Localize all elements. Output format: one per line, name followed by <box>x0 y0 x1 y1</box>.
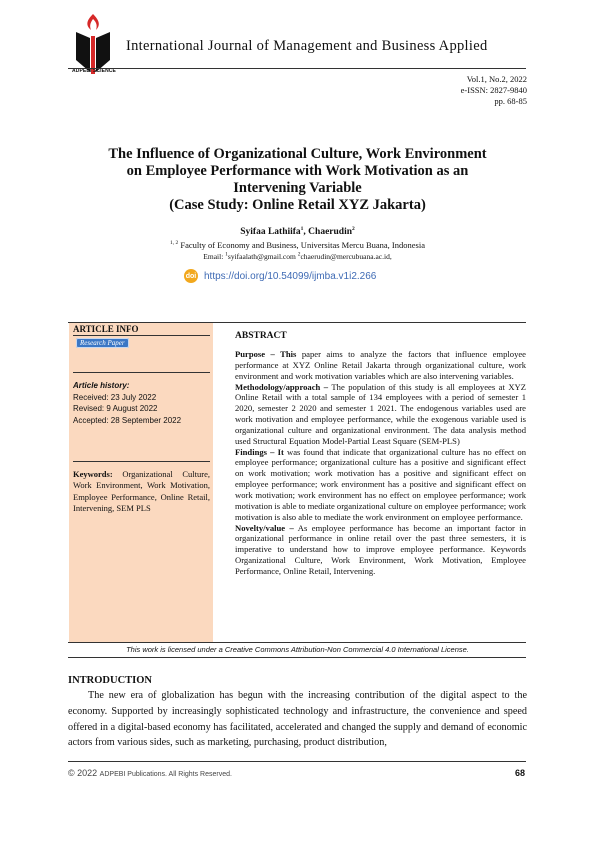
title-line: on Employee Performance with Work Motivation as an <box>126 163 469 179</box>
page-number: 68 <box>514 768 525 778</box>
abstract-purpose: Purpose – This paper aims to analyze the factors that influence employee performance at XYZ Online Retail Jakarta through organizational culture, work environment and work motivation variables which are also intervening variables. <box>235 349 526 381</box>
info-rule <box>73 372 210 373</box>
info-bottom-rule <box>68 642 526 643</box>
header-rule <box>68 68 526 69</box>
info-rule <box>73 461 210 462</box>
footer-rule <box>68 761 526 762</box>
received-date: Received: 23 July 2022 <box>73 392 157 402</box>
paper-title <box>68 146 527 214</box>
license-notice: This work is licensed under a Creative Commons Attribution-Non Commercial 4.0 International License. <box>126 645 469 654</box>
abstract-heading: ABSTRACT <box>235 331 287 341</box>
email-2[interactable]: chaerudin@mercubuana.ac.id, <box>300 252 392 261</box>
doi-row <box>184 269 376 283</box>
info-heading-rule <box>73 335 210 336</box>
keywords-label: Keywords: <box>73 469 113 479</box>
email-1[interactable]: syifaalath@gmail.com <box>227 252 296 261</box>
article-history <box>73 380 181 426</box>
copyright-icon: © <box>68 768 75 778</box>
accepted-date: Accepted: 28 September 2022 <box>73 415 182 425</box>
doi-icon: doi <box>184 269 198 283</box>
emails: Email: $^1$syifaalath@gmail.com $^2$chaerudin@mercubuana.ac.id, <box>203 251 392 261</box>
keywords-text: Organizational Culture, Work Environment, Work Motivation, Employee Performance, Online Retail, Intervening, SEM PLS <box>73 469 210 513</box>
article-info-heading: ARTICLE INFO <box>73 324 139 334</box>
doi-link[interactable]: https://doi.org/10.54099/ijmba.v1i2.266 <box>204 270 377 282</box>
logo-caption: ADPEBI SCIENCE <box>72 68 116 74</box>
affiliation: $^{1, 2}$ Faculty of Economy and Business, Universitas Mercu Buana, Indonesia <box>170 240 425 250</box>
keywords <box>73 469 210 514</box>
abstract-body <box>235 349 526 577</box>
author-2: Chaerudin <box>308 227 352 237</box>
revised-date: Revised: 9 August 2022 <box>73 404 158 413</box>
eissn: e-ISSN: 2827-9840 <box>460 85 527 95</box>
pages: pp. 68-85 <box>494 96 527 106</box>
author-1: Syifaa Lathiifa <box>240 227 301 237</box>
title-line: The Influence of Organizational Culture, Work Environment <box>108 146 487 162</box>
research-paper-badge: Research Paper <box>76 338 129 348</box>
intro-paragraph: The new era of globalization has begun with the increasing contribution of the digital aspect to the economy. Supported by increasingly sophisticated technology and infrastructure, the convenience and speed offered in a digital-based economy has facilitated, accelerated and changed the supply and demand of economic actors from various sides, such as marketing, purchasing, product distribution, <box>68 690 527 749</box>
footer-copyright: © 2022 ADPEBI Publications. All Rights Reserved. <box>68 768 232 778</box>
intro-heading: INTRODUCTION <box>68 675 153 686</box>
license-rule <box>68 657 526 658</box>
abstract-novelty: Novelty/value – As employee performance has become an important factor in organizational performance in online retail over the past three semesters, it is imperative to understand how to improve employee performance. Keywords Organizational Culture, Work Environment, Work Motivation, Employee Performance, Online Retail, Intervening. <box>235 522 526 576</box>
abstract-findings: Findings – It was found that indicate that organizational culture has no effect on employee performance; organizational culture has a positive and significant effect on work motivation; work motivation has a positive and significant effect on employee performance; work environment has a positive and significant effect on work motivation; work environment has no effect on employee performance; work motivation is able to mediate organizational culture on employee performance; work motivation is also able to mediate the work environment on employee performance. <box>235 446 527 522</box>
authors: Syifaa Lathiifa$^1$, Chaerudin$^2$ <box>240 225 355 237</box>
journal-title: International Journal of Management and Business Applied <box>126 38 488 54</box>
issue-meta <box>461 74 527 107</box>
title-line: (Case Study: Online Retail XYZ Jakarta) <box>169 197 426 213</box>
title-line: Intervening Variable <box>233 180 362 196</box>
abstract-method: Methodology/approach – The population of this study is all employees at XYZ Online Retail with a total sample of 134 employees with a period of semester 1 2020, semester 2 2020 and semester 1 2021. The endogenous variables used are work motivation and employee performance, while the exogenous variable used is organizational culture and organizational environment. The data analysis method used Structural Equation Model-Partial Least Square (SEM-PLS) <box>235 381 526 446</box>
history-label: Article history: <box>73 381 130 390</box>
volume: Vol.1, No.2, 2022 <box>466 74 527 84</box>
